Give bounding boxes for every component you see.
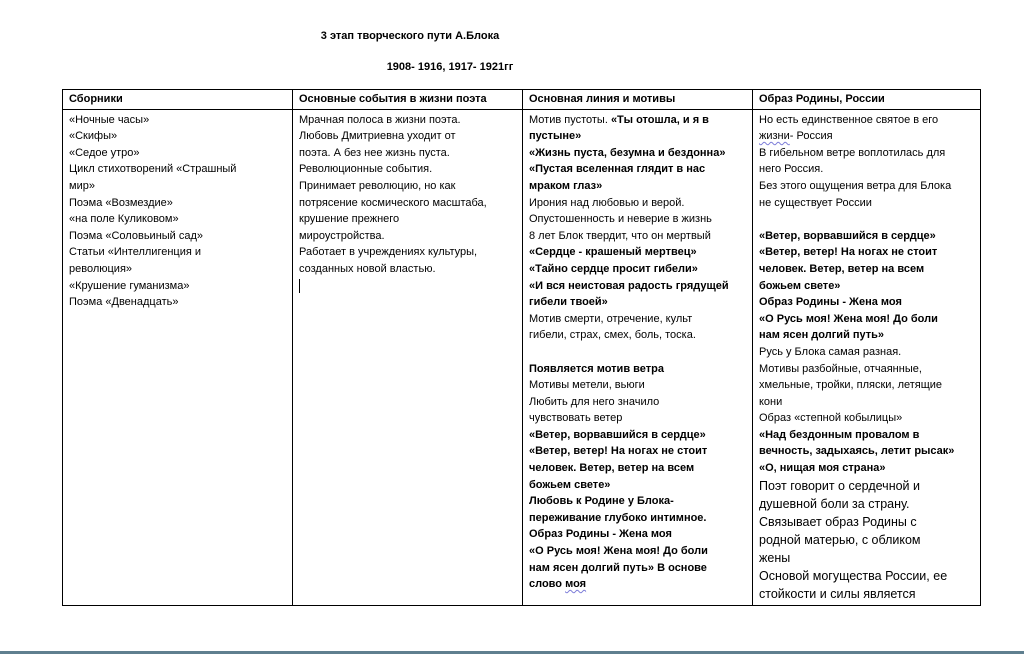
- cell-life-events[interactable]: [293, 109, 523, 605]
- text-line: [529, 112, 746, 129]
- quote-line: «О Русь моя! Жена моя! До боли: [759, 312, 938, 325]
- text-line: 8 лет Блок твердит, что он мертвый: [529, 229, 711, 242]
- text-line: жены: [759, 550, 791, 565]
- quote-line: «Ветер, ветер! На ногах не стоит: [529, 445, 708, 458]
- text-line: «на поле Куликовом»: [69, 213, 179, 226]
- text-line: мироустройства.: [299, 229, 385, 242]
- text-line: поэта. А без нее жизнь пуста.: [299, 146, 450, 159]
- text-line: Ирония над любовью и верой.: [529, 196, 685, 209]
- text-line: В гибельном ветре воплотилась для: [759, 146, 946, 159]
- quote-line: Образ Родины - Жена моя: [529, 528, 672, 541]
- quote-line: «Над бездонным провалом в: [759, 428, 920, 441]
- text-line: Опустошенность и неверие в жизнь: [529, 213, 712, 226]
- text-line: Любить для него значило: [529, 395, 660, 408]
- content-table: [62, 89, 981, 606]
- text-line: Мотив смерти, отречение, культ: [529, 312, 693, 325]
- text-line: [759, 128, 974, 145]
- text-line: потрясение космического масштаба,: [299, 196, 487, 209]
- text-run: - Россия: [789, 130, 833, 143]
- text-line: Революционные события.: [299, 163, 433, 176]
- text-line: «Скифы»: [69, 130, 118, 143]
- quote-line: «О, нищая моя страна»: [759, 462, 886, 475]
- header-life-events: Основные события в жизни поэта: [293, 90, 523, 110]
- text-cursor: [299, 279, 300, 293]
- text-cursor-line: [299, 278, 516, 295]
- blank-line: [759, 211, 974, 228]
- quote-line: «Ветер, ворвавшийся в сердце»: [529, 428, 706, 441]
- quote-line: переживание глубоко интимное.: [529, 511, 707, 524]
- text-line: Русь у Блока самая разная.: [759, 345, 902, 358]
- text-line: Мотивы разбойные, отчаянные,: [759, 362, 922, 375]
- table-header-row: [63, 90, 981, 110]
- header-homeland-image: Образ Родины, России: [753, 90, 981, 110]
- text-line: родной матерью, с обликом: [759, 532, 921, 547]
- header-motifs: Основная линия и мотивы: [523, 90, 753, 110]
- quote-run: нам ясен долгий путь»: [529, 561, 655, 574]
- text-line: Но есть единственное святое в его: [759, 113, 939, 126]
- text-line: Принимает революцию, но как: [299, 179, 456, 192]
- text-line: Образ «степной кобылицы»: [759, 412, 903, 425]
- cell-homeland-image[interactable]: [753, 109, 981, 605]
- document-years: 1908- 1916, 1917- 1921гг: [386, 61, 514, 73]
- quote-line: человек. Ветер, ветер на всем: [759, 262, 925, 275]
- quote-line: «И вся неистовая радость грядущей: [529, 279, 729, 292]
- text-line: Мрачная полоса в жизни поэта.: [299, 113, 461, 126]
- text-line: Работает в учреждениях культуры,: [299, 246, 478, 259]
- spellcheck-word: моя: [565, 578, 587, 591]
- quote-line: «Тайно сердце просит гибели»: [529, 262, 698, 275]
- text-line: не существует России: [759, 196, 872, 209]
- quote-line: гибели твоей»: [529, 296, 608, 309]
- text-line: «Крушение гуманизма»: [69, 279, 190, 292]
- text-line: Связывает образ Родины с: [759, 514, 917, 529]
- cell-collections[interactable]: [63, 109, 293, 605]
- text-line: созданных новой властью.: [299, 262, 436, 275]
- text-line: [529, 576, 746, 593]
- text-line: крушение прежнего: [299, 213, 400, 226]
- quote-line: «О Русь моя! Жена моя! До боли: [529, 545, 708, 558]
- text-line: Мотивы метели, вьюги: [529, 379, 645, 392]
- text-line: стойкости и силы является: [759, 586, 916, 601]
- blank-line: [529, 344, 746, 361]
- text-line: Поэма «Двенадцать»: [69, 296, 179, 309]
- text-line: кони: [759, 395, 783, 408]
- quote-line: нам ясен долгий путь»: [759, 329, 885, 342]
- quote-line: Любовь к Родине у Блока-: [529, 495, 674, 508]
- quote-line: «Жизнь пуста, безумна и бездонна»: [529, 146, 726, 159]
- subheading-line: Появляется мотив ветра: [529, 362, 664, 375]
- text-line: «Седое утро»: [69, 146, 140, 159]
- quote-line: пустыне»: [529, 130, 582, 143]
- quote-line: Образ Родины - Жена моя: [759, 296, 902, 309]
- cell-motifs[interactable]: [523, 109, 753, 605]
- text-line: Без этого ощущения ветра для Блока: [759, 179, 952, 192]
- quote-line: божьем свете»: [759, 279, 841, 292]
- quote-line: божьем свете»: [529, 478, 611, 491]
- text-run: слово: [529, 578, 566, 591]
- spellcheck-word: жизни: [759, 130, 790, 143]
- quote-line: человек. Ветер, ветер на всем: [529, 462, 695, 475]
- text-line: Основой могущества России, ее: [759, 568, 948, 583]
- text-line: Статьи «Интеллигенция и: [69, 246, 202, 259]
- text-line: гибели, страх, смех, боль, тоска.: [529, 329, 696, 342]
- text-line: [529, 560, 746, 577]
- text-line: хмельные, тройки, пляски, летящие: [759, 379, 943, 392]
- quote-line: мраком глаз»: [529, 179, 603, 192]
- text-line: чувствовать ветер: [529, 412, 623, 425]
- quote-line: «Ветер, ветер! На ногах не стоит: [759, 246, 938, 259]
- text-run: Мотив пустоты.: [529, 113, 611, 126]
- quote-line: «Ветер, ворвавшийся в сердце»: [759, 229, 936, 242]
- text-line: Цикл стихотворений «Страшный: [69, 163, 237, 176]
- quote-line: вечность, задыхаясь, летит рысак»: [759, 445, 955, 458]
- table-row: [63, 109, 981, 605]
- text-line: Поэма «Возмездие»: [69, 196, 173, 209]
- text-line: Поэма «Соловьиный сад»: [69, 229, 204, 242]
- text-line: него Россия.: [759, 163, 824, 176]
- text-line: «Ночные часы»: [69, 113, 150, 126]
- text-line: мир»: [69, 179, 95, 192]
- document-title: 3 этап творческого пути А.Блока: [320, 30, 500, 42]
- text-run: В основе: [654, 561, 707, 574]
- text-line: душевной боли за страну.: [759, 496, 910, 511]
- quote-run: «Ты отошла, и я в: [610, 113, 709, 126]
- quote-line: «Пустая вселенная глядит в нас: [529, 163, 706, 176]
- quote-line: «Сердце - крашеный мертвец»: [529, 246, 697, 259]
- text-line: Поэт говорит о сердечной и: [759, 478, 920, 493]
- text-line: Любовь Дмитриевна уходит от: [299, 130, 456, 143]
- text-line: революция»: [69, 262, 133, 275]
- header-collections: Сборники: [63, 90, 293, 110]
